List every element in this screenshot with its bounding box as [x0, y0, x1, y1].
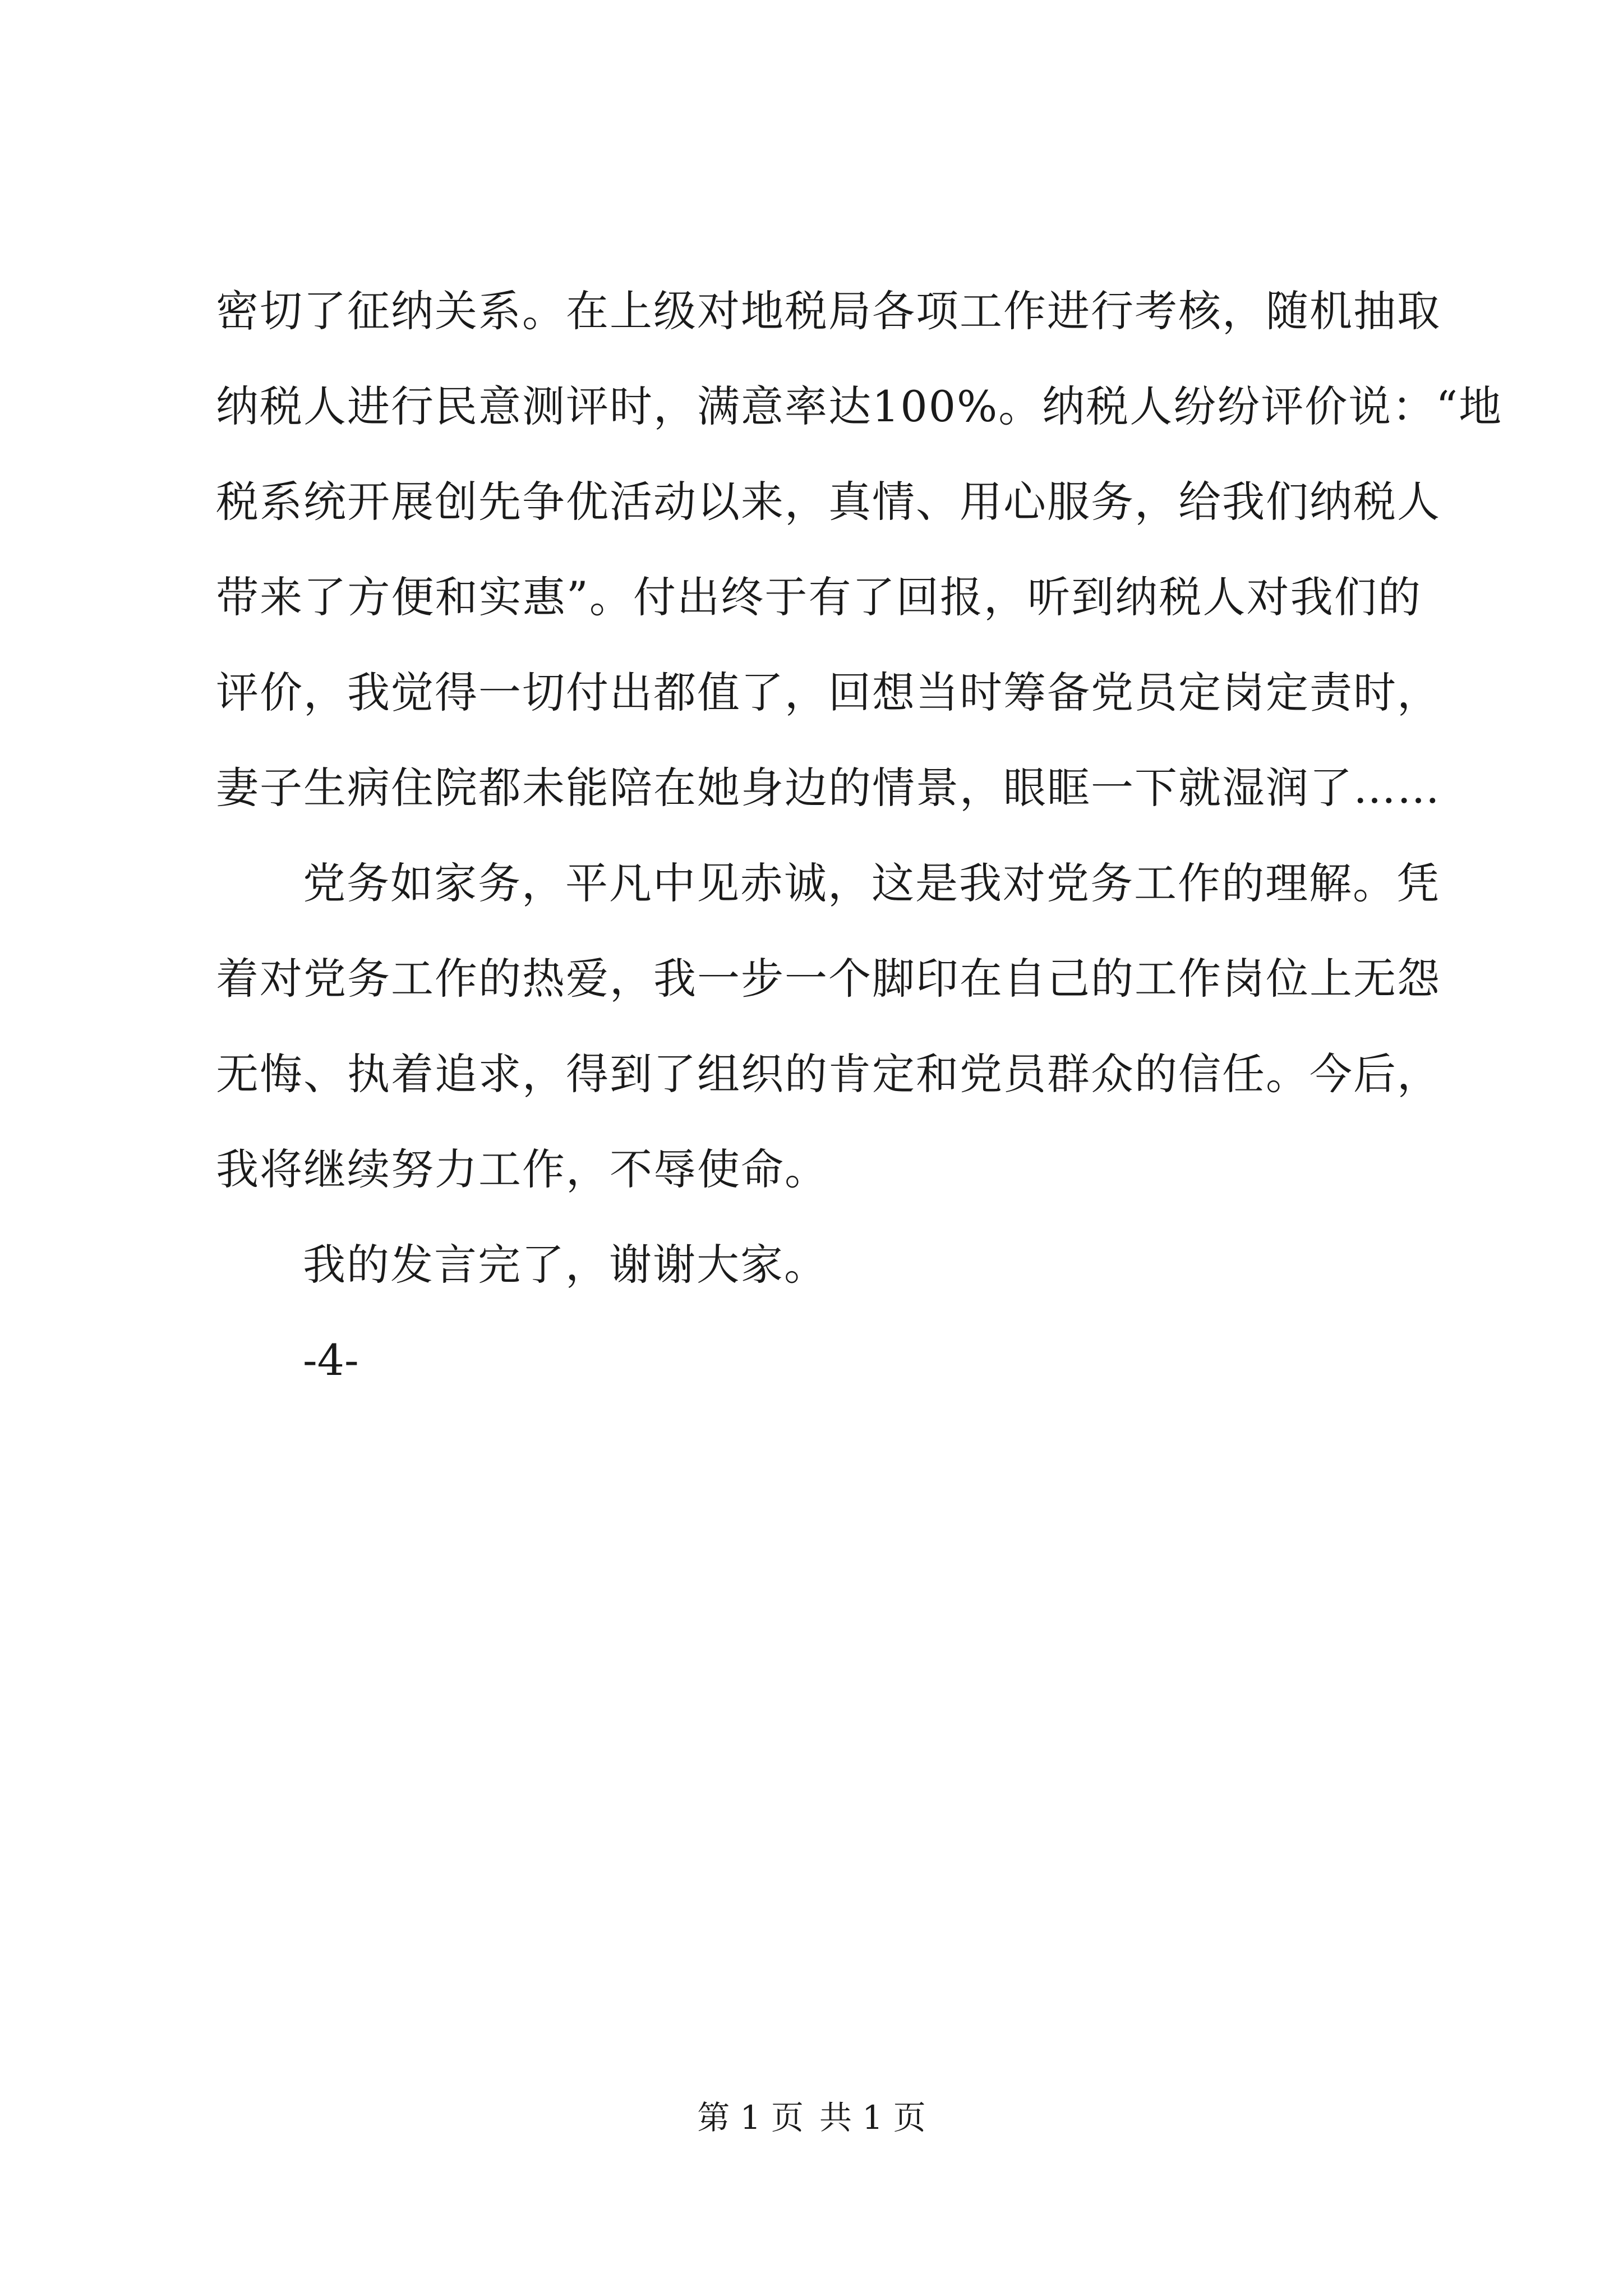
paragraph-1-line-4: 带来了方便和实惠”。付出终于有了回报，听到纳税人对我们的	[216, 572, 1422, 622]
paragraph-2-line-4: 我将继续努力工作，不辱使命。	[216, 1144, 828, 1194]
inline-page-number: -4-	[303, 1335, 359, 1385]
paragraph-1-line-3: 税系统开展创先争优活动以来，真情、用心服务，给我们纳税人	[216, 477, 1441, 527]
paragraph-2-line-3: 无悔、执着追求，得到了组织的肯定和党员群众的信任。今后，	[216, 1049, 1441, 1099]
paragraph-3: 我的发言完了，谢谢大家。	[303, 1240, 828, 1290]
paragraph-1-line-2: 纳税人进行民意测评时，满意率达100%。纳税人纷纷评价说：“地	[216, 381, 1503, 431]
footer-total-pages: 共 1 页	[819, 2099, 926, 2137]
paragraph-1-line-6: 妻子生病住院都未能陪在她身边的情景，眼眶一下就湿润了……	[216, 763, 1441, 813]
paragraph-2-line-1: 党务如家务，平凡中见赤诚，这是我对党务工作的理解。凭	[303, 858, 1440, 908]
footer-current-page: 第 1 页	[697, 2099, 804, 2137]
paragraph-2-line-2: 着对党务工作的热爱，我一步一个脚印在自己的工作岗位上无怨	[216, 954, 1441, 1004]
paragraph-1-line-1: 密切了征纳关系。在上级对地税局各项工作进行考核，随机抽取	[216, 286, 1441, 336]
paragraph-1-line-5: 评价，我觉得一切付出都值了，回想当时筹备党员定岗定责时，	[216, 668, 1441, 717]
document-body	[216, 264, 1503, 1408]
page-footer	[0, 2095, 1623, 2140]
